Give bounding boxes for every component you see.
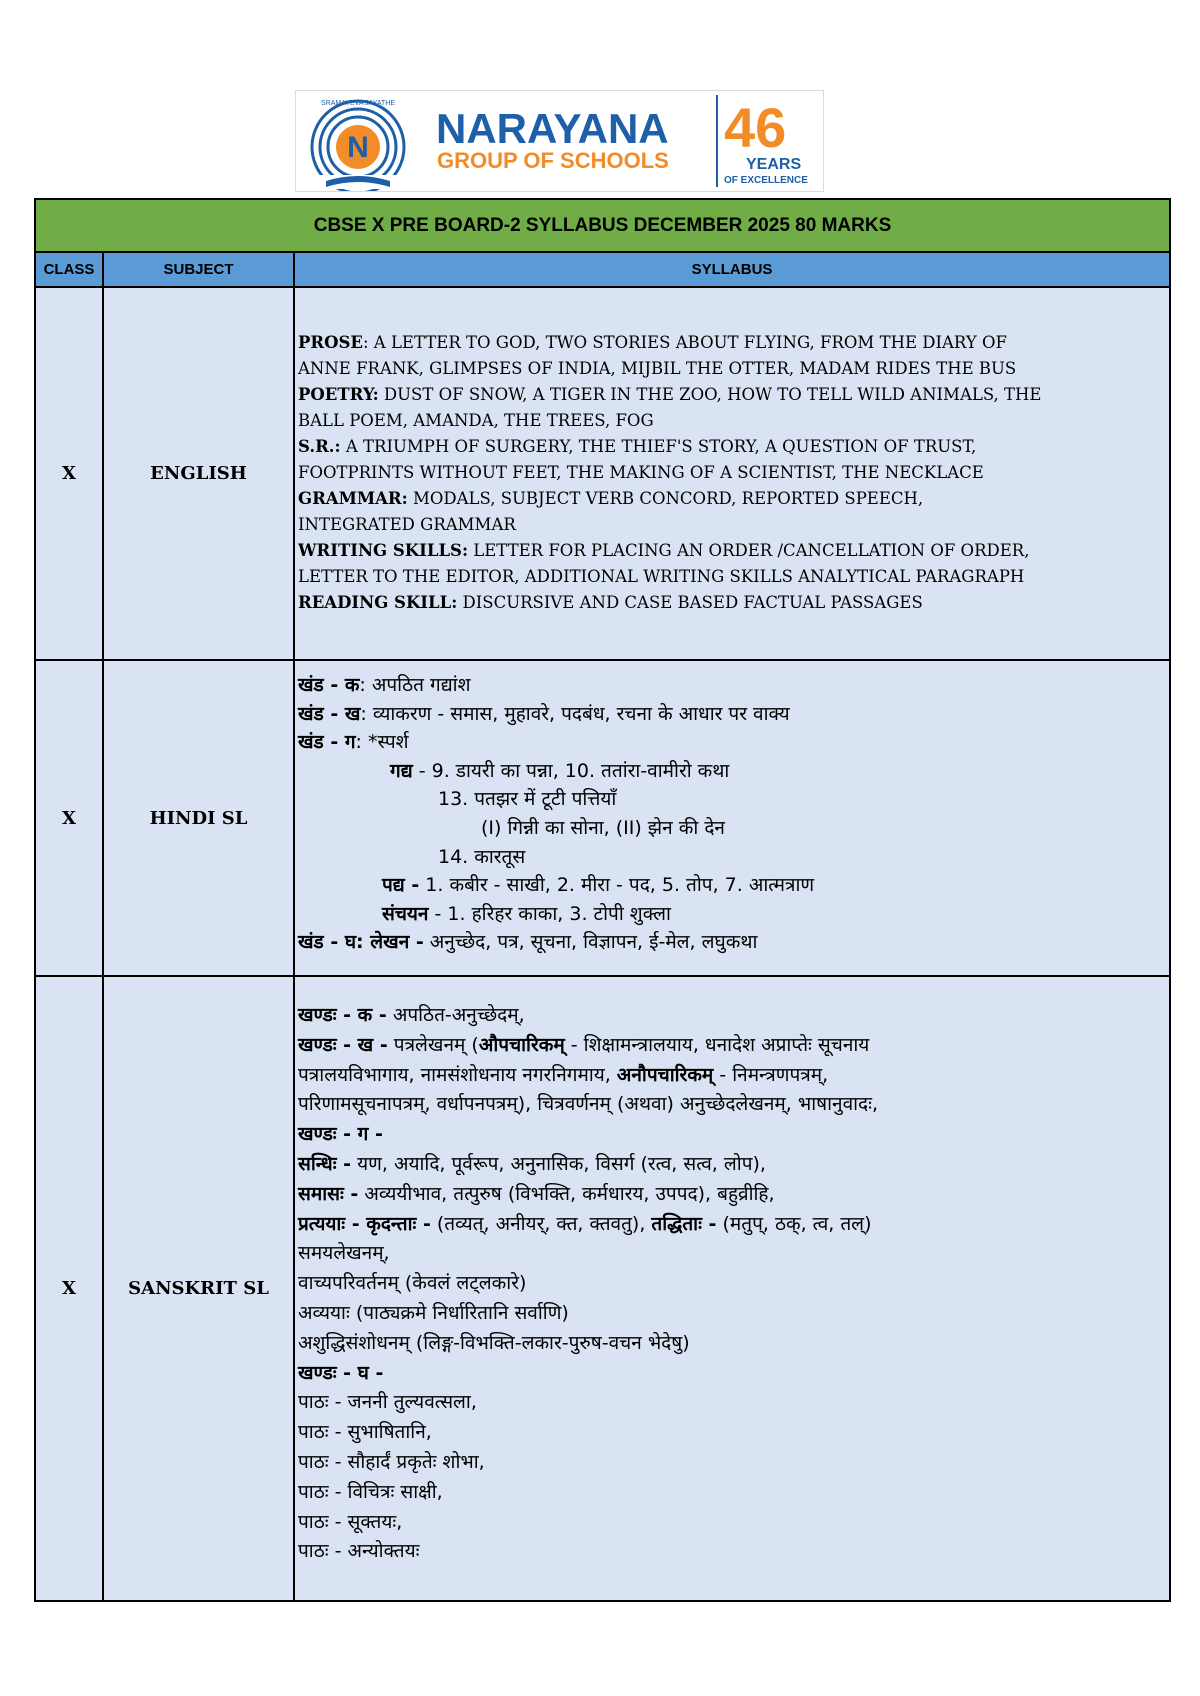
line-text: यण, अयादि, पूर्वरूप, अनुनासिक, विसर्ग (रत्व, सत्व, लोप), — [351, 1152, 766, 1175]
line-label: औपचारिकम् — [478, 1033, 565, 1056]
syllabus-lines — [298, 1001, 1169, 1567]
line-text: अशुद्धिसंशोधनम् (लिङ्ग-विभक्ति-लकार-पुरुष-वचन भेदेषु) — [298, 1331, 690, 1354]
syllabus-lines — [298, 330, 1169, 616]
line-text: DUST OF SNOW, A TIGER IN THE ZOO, HOW TO TELL WILD ANIMALS, THE — [378, 385, 1042, 404]
line-text: DISCURSIVE AND CASE BASED FACTUAL PASSAGES — [457, 593, 923, 612]
syllabus-line — [298, 1180, 1169, 1210]
logo-excellence: OF EXCELLENCE — [724, 175, 808, 186]
line-text: 13. पतझर में टूटी पत्तियाँ — [438, 788, 617, 811]
line-text: अपठित-अनुच्छेदम्, — [386, 1004, 525, 1026]
syllabus-line — [298, 590, 1169, 616]
syllabus-line — [298, 1359, 1169, 1389]
syllabus-line — [298, 1478, 1169, 1508]
table-header-row — [35, 252, 1170, 287]
syllabus-line — [298, 1210, 1169, 1240]
syllabus-line — [298, 486, 1169, 512]
line-label: GRAMMAR: — [298, 489, 408, 508]
syllabus-line — [298, 434, 1169, 460]
line-text: : अपठित गद्यांश — [359, 674, 471, 696]
line-text: (I) गिन्नी का सोना, (II) झेन की देन — [481, 816, 725, 839]
logo-years-word: YEARS — [746, 156, 802, 173]
syllabus-line — [298, 330, 1169, 356]
line-text: अव्ययाः (पाठ्यक्रमे निर्धारितानि सर्वाणि) — [298, 1301, 569, 1324]
line-label: गद्य — [390, 759, 413, 782]
line-text: (मतुप्, ठक्, त्व, तल्) — [716, 1212, 872, 1235]
line-text: - निमन्त्रणपत्रम्, — [713, 1063, 829, 1086]
line-text: : व्याकरण - समास, मुहावरे, पदबंध, रचना के आधार पर वाक्य — [360, 702, 790, 725]
line-text: वाच्यपरिवर्तनम् (केवलं लट्लकारे) — [298, 1272, 527, 1295]
line-text: अव्ययीभाव, तत्पुरुष (विभक्ति, कर्मधारय, उपपद), बहुव्रीहि, — [358, 1182, 775, 1205]
syllabus-line — [298, 900, 1169, 929]
line-label: खण्डः - ख - — [298, 1033, 388, 1056]
header-class: CLASS — [35, 252, 103, 287]
logo-subbrand: GROUP OF SCHOOLS — [437, 148, 669, 173]
line-text: A TRIUMPH OF SURGERY, THE THIEF'S STORY, A QUESTION OF TRUST, — [340, 437, 977, 456]
line-text: - शिक्षामन्त्रालयाय, धनादेश अप्राप्तेः सूचनाय — [564, 1033, 870, 1056]
line-text: MODALS, SUBJECT VERB CONCORD, REPORTED SPEECH, — [407, 489, 924, 508]
line-label: खण्डः - घ - — [298, 1361, 384, 1384]
syllabus-line — [298, 700, 1169, 729]
line-label: खंड - घ: लेखन - — [298, 931, 424, 954]
line-text: पाठः - सौहार्दं प्रकृतेः शोभा, — [298, 1450, 485, 1473]
line-text: परिणामसूचनापत्रम्, वर्धापनपत्रम्), चित्रवर्णनम् (अथवा) अनुच्छेदलेखनम्, भाषानुवादः, — [298, 1093, 879, 1116]
line-text: LETTER TO THE EDITOR, ADDITIONAL WRITING SKILLS ANALYTICAL PARAGRAPH — [298, 567, 1025, 586]
syllabus-line — [298, 512, 1169, 538]
row-subject: HINDI SL — [103, 660, 294, 976]
logo-brand: NARAYANA — [436, 105, 669, 152]
table-row — [35, 976, 1170, 1601]
syllabus-line — [298, 408, 1169, 434]
table-row — [35, 660, 1170, 976]
logo-graphic — [296, 91, 823, 191]
logo-years-number: 46 — [724, 96, 787, 159]
line-label: प्रत्ययाः - कृदन्ताः - — [298, 1212, 431, 1235]
syllabus-line — [298, 757, 1169, 786]
line-text: : A LETTER TO GOD, TWO STORIES ABOUT FLYING, FROM THE DIARY OF — [363, 333, 1007, 352]
row-class: X — [35, 287, 103, 660]
table-row — [35, 287, 1170, 660]
row-syllabus-english — [294, 287, 1170, 660]
syllabus-line — [298, 1448, 1169, 1478]
line-label: अनौपचारिकम् — [616, 1063, 714, 1086]
line-text: LETTER FOR PLACING AN ORDER /CANCELLATION OF ORDER, — [468, 541, 1030, 560]
syllabus-line — [298, 1388, 1169, 1418]
line-text: (तव्यत्, अनीयर्, क्त, क्तवतु), — [430, 1212, 652, 1235]
syllabus-line — [298, 928, 1169, 957]
table-title: CBSE X PRE BOARD-2 SYLLABUS DECEMBER 2025 80 MARKS — [35, 199, 1170, 252]
line-label: खण्डः - ग - — [298, 1123, 383, 1146]
line-text: पाठः - अन्योक्तयः — [298, 1540, 420, 1563]
line-label: खंड - क — [298, 674, 360, 696]
line-text: : *स्पर्श — [355, 731, 409, 754]
row-class: X — [35, 660, 103, 976]
line-text: पाठः - सुभाषितानि, — [298, 1421, 432, 1444]
syllabus-line — [298, 1061, 1169, 1091]
syllabus-line — [298, 356, 1169, 382]
syllabus-line — [298, 1150, 1169, 1180]
line-text: BALL POEM, AMANDA, THE TREES, FOG — [298, 411, 654, 430]
line-text: - 1. हरिहर काका, 3. टोपी शुक्ला — [428, 902, 671, 925]
header-syllabus: SYLLABUS — [294, 252, 1170, 287]
syllabus-line — [298, 1418, 1169, 1448]
row-syllabus-hindi — [294, 660, 1170, 976]
syllabus-line — [298, 1120, 1169, 1150]
line-text: INTEGRATED GRAMMAR — [298, 515, 516, 534]
line-text: पाठः - सूक्तयः, — [298, 1510, 403, 1533]
line-label: S.R.: — [298, 437, 341, 456]
syllabus-line — [298, 460, 1169, 486]
syllabus-line — [298, 1090, 1169, 1120]
syllabus-table — [34, 198, 1171, 1602]
syllabus-line — [298, 1001, 1169, 1031]
line-text: ANNE FRANK, GLIMPSES OF INDIA, MIJBIL THE OTTER, MADAM RIDES THE BUS — [298, 359, 1017, 378]
row-syllabus-sanskrit — [294, 976, 1170, 1601]
line-text: समयलेखनम्, — [298, 1242, 390, 1265]
header-subject: SUBJECT — [103, 252, 294, 287]
row-class: X — [35, 976, 103, 1601]
syllabus-line — [298, 1239, 1169, 1269]
line-text: पत्रालयविभागाय, नामसंशोधनाय नगरनिगमाय, — [298, 1063, 617, 1086]
syllabus-line — [298, 785, 1169, 814]
line-label: समासः - — [298, 1182, 359, 1205]
line-text: 1. कबीर - साखी, 2. मीरा - पद, 5. तोप, 7. आत्मत्राण — [419, 874, 815, 897]
syllabus-line — [298, 1329, 1169, 1359]
syllabus-line — [298, 1537, 1169, 1567]
line-text: पत्रलेखनम् ( — [387, 1033, 479, 1056]
line-text: अनुच्छेद, पत्र, सूचना, विज्ञापन, ई-मेल, लघुकथा — [423, 931, 758, 954]
line-text: पाठः - विचित्रः साक्षी, — [298, 1480, 443, 1503]
syllabus-line — [298, 1508, 1169, 1538]
row-subject: ENGLISH — [103, 287, 294, 660]
line-text: FOOTPRINTS WITHOUT FEET, THE MAKING OF A SCIENTIST, THE NECKLACE — [298, 463, 984, 482]
syllabus-line — [298, 814, 1169, 843]
line-label: READING SKILL: — [298, 593, 458, 612]
line-label: खण्डः - क - — [298, 1004, 387, 1026]
line-label: तद्धिताः - — [651, 1212, 717, 1235]
syllabus-line — [298, 1299, 1169, 1329]
line-label: PROSE — [298, 333, 363, 352]
line-text: पाठः - जननी तुल्यवत्सला, — [298, 1391, 477, 1414]
narayana-logo — [295, 90, 824, 192]
line-label: WRITING SKILLS: — [298, 541, 469, 560]
syllabus-line — [298, 382, 1169, 408]
syllabus-line — [298, 1031, 1169, 1061]
line-text: 14. कारतूस — [438, 845, 526, 868]
syllabus-line — [298, 564, 1169, 590]
line-text: - 9. डायरी का पन्ना, 10. ततांरा-वामीरो कथा — [412, 759, 730, 782]
syllabus-line — [298, 671, 1169, 700]
row-subject: SANSKRIT SL — [103, 976, 294, 1601]
line-label: सन्धिः - — [298, 1152, 352, 1175]
syllabus-lines — [298, 671, 1169, 957]
line-label: खंड - ख — [298, 702, 361, 725]
table-title-row — [35, 199, 1170, 252]
syllabus-line — [298, 843, 1169, 872]
syllabus-line — [298, 728, 1169, 757]
line-label: POETRY: — [298, 385, 379, 404]
logo-emblem — [312, 100, 404, 191]
syllabus-line — [298, 871, 1169, 900]
line-label: पद्य - — [382, 874, 420, 897]
line-label: खंड - ग — [298, 731, 356, 754]
syllabus-line — [298, 1269, 1169, 1299]
line-label: संचयन — [382, 902, 429, 925]
logo-motto: SRAMAYEVA JAYATHE — [320, 100, 396, 107]
logo-letter: N — [347, 131, 369, 164]
syllabus-line — [298, 538, 1169, 564]
